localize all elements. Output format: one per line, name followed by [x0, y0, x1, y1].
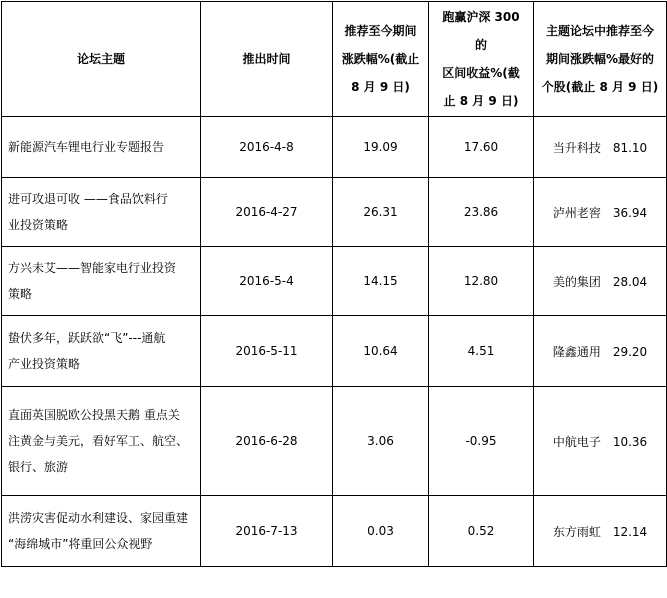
topic-cell: [2, 117, 201, 178]
topic-line: 直面英国脱欧公投黑天鹅 重点关: [8, 408, 180, 422]
topic-line: 产业投资策略: [8, 357, 81, 371]
header-row: [2, 2, 667, 117]
header-excess-line: 跑赢沪深 300 的: [442, 10, 520, 52]
change-cell: 26.31: [333, 178, 429, 247]
header-best-line: 主题论坛中推荐至今: [545, 24, 654, 38]
change-cell: 14.15: [333, 247, 429, 316]
excess-cell: 23.86: [429, 178, 534, 247]
topic-cell: [2, 496, 201, 567]
table-row: [2, 496, 667, 567]
stock-name: 泸州老窖: [552, 205, 601, 220]
stock-name: 隆鑫通用: [552, 344, 601, 359]
date-cell: 2016-5-4: [201, 247, 333, 316]
header-best-line: 个股(截止 8 月 9 日): [541, 80, 659, 94]
topic-line: 注黄金与美元，看好军工、航空、: [8, 434, 189, 448]
forum-table: [1, 1, 667, 567]
date-cell: 2016-6-28: [201, 387, 333, 496]
table-row: [2, 178, 667, 247]
change-cell: 3.06: [333, 387, 429, 496]
best-stock-cell: [534, 496, 667, 567]
stock-name: 中航电子: [552, 434, 601, 449]
best-stock-cell: [534, 316, 667, 387]
change-cell: 0.03: [333, 496, 429, 567]
stock-name: 东方雨虹: [552, 524, 601, 539]
table-row: [2, 316, 667, 387]
header-excess: [429, 2, 534, 117]
best-stock-cell: [534, 117, 667, 178]
excess-cell: 0.52: [429, 496, 534, 567]
best-stock-cell: [534, 387, 667, 496]
change-cell: 10.64: [333, 316, 429, 387]
stock-change: 12.14: [612, 524, 648, 539]
change-cell: 19.09: [333, 117, 429, 178]
topic-line: 策略: [8, 287, 33, 301]
excess-cell: 12.80: [429, 247, 534, 316]
table-row: [2, 387, 667, 496]
topic-line: 进可攻退可收 ——食品饮料行: [8, 192, 168, 206]
topic-cell: [2, 247, 201, 316]
topic-cell: [2, 178, 201, 247]
header-best-line: 期间涨跌幅%最好的: [545, 52, 655, 66]
header-change-line: 涨跌幅%(截止: [341, 52, 420, 66]
header-change: [333, 2, 429, 117]
date-cell: 2016-4-8: [201, 117, 333, 178]
header-change-line: 8 月 9 日): [351, 80, 410, 94]
topic-line: 方兴未艾——智能家电行业投资: [8, 261, 177, 275]
stock-name: 美的集团: [552, 274, 601, 289]
stock-change: 28.04: [612, 274, 648, 289]
topic-cell: [2, 316, 201, 387]
best-stock-cell: [534, 247, 667, 316]
date-cell: 2016-5-11: [201, 316, 333, 387]
date-cell: 2016-7-13: [201, 496, 333, 567]
stock-change: 29.20: [612, 344, 648, 359]
stock-change: 81.10: [612, 140, 648, 155]
table-row: [2, 247, 667, 316]
header-change-line: 推荐至今期间: [344, 24, 417, 38]
date-cell: 2016-4-27: [201, 178, 333, 247]
stock-change: 10.36: [612, 434, 648, 449]
excess-cell: 17.60: [429, 117, 534, 178]
header-best: [534, 2, 667, 117]
topic-line: 业投资策略: [8, 218, 69, 232]
table-row: [2, 117, 667, 178]
header-excess-line: 区间收益%(截: [442, 66, 520, 80]
topic-line: 银行、旅游: [8, 460, 69, 474]
best-stock-cell: [534, 178, 667, 247]
topic-line: “海绵城市”将重回公众视野: [8, 537, 153, 551]
topic-line: 洪涝灾害促动水利建设、家园重建: [8, 511, 189, 525]
stock-change: 36.94: [612, 205, 648, 220]
excess-cell: -0.95: [429, 387, 534, 496]
topic-line: 蛰伏多年，跃跃欲“飞”---通航: [8, 331, 166, 345]
header-date: 推出时间: [201, 2, 333, 117]
header-topic: 论坛主题: [2, 2, 201, 117]
stock-name: 当升科技: [552, 140, 601, 155]
header-excess-line: 止 8 月 9 日): [443, 94, 519, 108]
topic-line: 新能源汽车锂电行业专题报告: [8, 140, 165, 154]
excess-cell: 4.51: [429, 316, 534, 387]
topic-cell: [2, 387, 201, 496]
